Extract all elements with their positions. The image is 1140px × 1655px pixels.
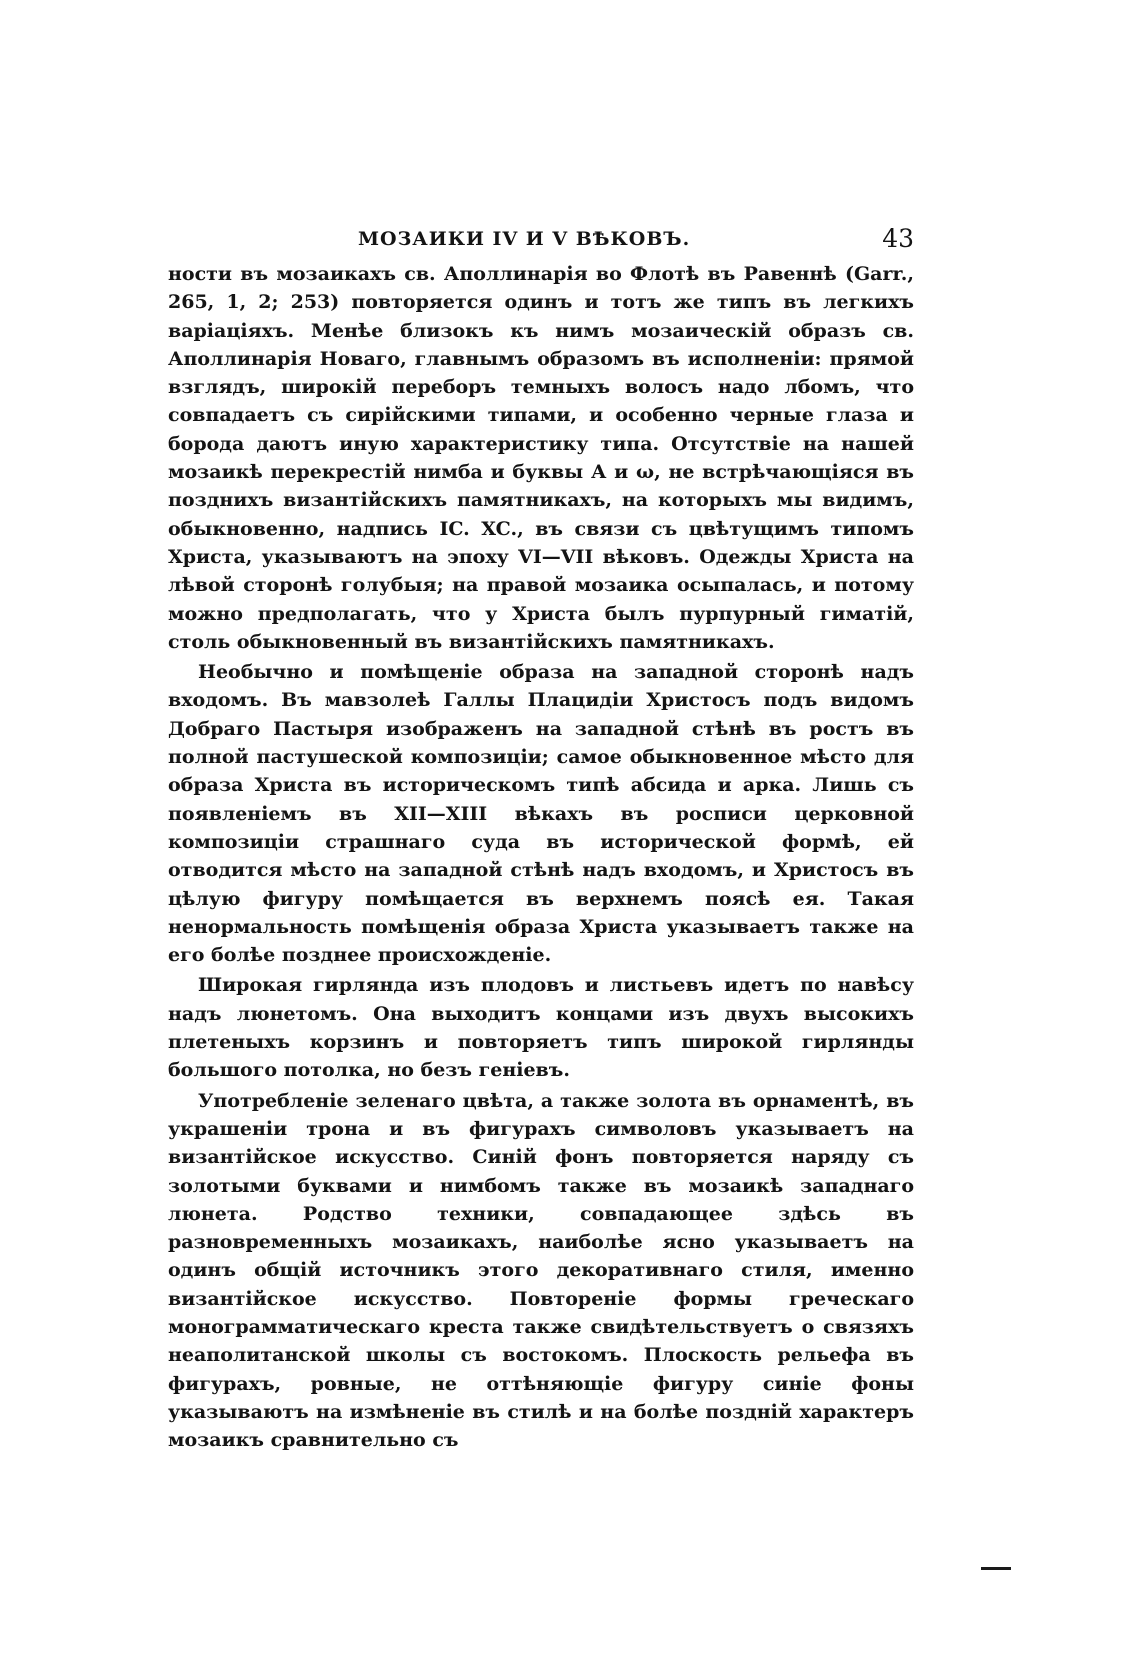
page-number: 43: [882, 224, 914, 253]
paragraph-2: Необычно и помѣщеніе образа на западной сторонѣ надъ входомъ. Въ мавзолеѣ Галлы Плацидіи Христосъ подъ видомъ Добраго Пастыря изображенъ на западной стѣнѣ въ ростъ въ полной пастушеской композиціи; самое обыкновенное мѣсто для образа Христа въ историческомъ типѣ абсида и арка. Лишь съ появленіемъ въ XII—XIII вѣкахъ въ росписи церковной композиціи страшнаго суда въ исторической формѣ, ей отводится мѣсто на западной стѣнѣ надъ входомъ, и Христосъ въ цѣлую фигуру помѣщается въ верхнемъ поясѣ ея. Такая ненормальность помѣщенія образа Христа указываетъ также на его болѣе позднее происхожденіе.: [168, 661, 914, 967]
paragraph-4: Употребленіе зеленаго цвѣта, а также золота въ орнаментѣ, въ украшеніи трона и въ фигурахъ символовъ указываетъ на византійское искусство. Синій фонъ повторяется наряду съ золотыми буквами и нимбомъ также въ мозаикѣ западнаго люнета. Родство техники, совпадающее здѣсь въ разновременныхъ мозаикахъ, наиболѣе ясно указываетъ на одинъ общій источникъ этого декоративнаго стиля, именно византійское искусство. Повтореніе формы греческаго монограмматическаго креста также свидѣтельствуетъ о связяхъ неаполитанской школы съ востокомъ. Плоскость рельефа въ фигурахъ, ровные, не оттѣняющіе фигуру синіе фоны указываютъ на измѣненіе въ стилѣ и на болѣе поздній характеръ мозаикъ сравнительно съ: [168, 1089, 914, 1452]
running-title: МОЗАИКИ IV И V ВѢКОВЪ.: [358, 228, 691, 250]
margin-mark: [981, 1567, 1011, 1570]
paragraph-1: ности въ мозаикахъ св. Аполлинарія во Флотѣ въ Равеннѣ (Garr., 265, 1, 2; 253) повторяется одинъ и тотъ же типъ въ легкихъ варіаціяхъ. Менѣе близокъ къ нимъ мозаическій образъ св. Аполлинарія Новаго, главнымъ образомъ въ исполненіи: прямой взглядъ, широкій переборъ темныхъ волосъ надо лбомъ, что совпадаетъ съ сирійскими типами, и особенно черные глаза и борода даютъ иную характеристику типа. Отсутствіе на нашей мозаикѣ перекрестій нимба и буквы А и ω, не встрѣчающіяся въ позднихъ византійскихъ памятникахъ, на которыхъ мы видимъ, обыкновенно, надпись IC. XC., въ связи съ цвѣтущимъ типомъ Христа, указываютъ на эпоху VI—VII вѣковъ. Одежды Христа на лѣвой сторонѣ голубыя; на правой мозаика осыпалась, и потому можно предполагать, что у Христа былъ пурпурный гиматій, столь обыкновенный въ византійскихъ памятникахъ.: [168, 263, 914, 653]
body-text: [168, 260, 914, 1454]
book-page: [168, 210, 914, 1456]
paragraph-3: Широкая гирлянда изъ плодовъ и листьевъ идетъ по навѣсу надъ люнетомъ. Она выходитъ концами изъ двухъ высокихъ плетеныхъ корзинъ и повторяетъ типъ широкой гирлянды большого потолка, но безъ геніевъ.: [168, 974, 914, 1082]
page-header: [168, 210, 914, 260]
